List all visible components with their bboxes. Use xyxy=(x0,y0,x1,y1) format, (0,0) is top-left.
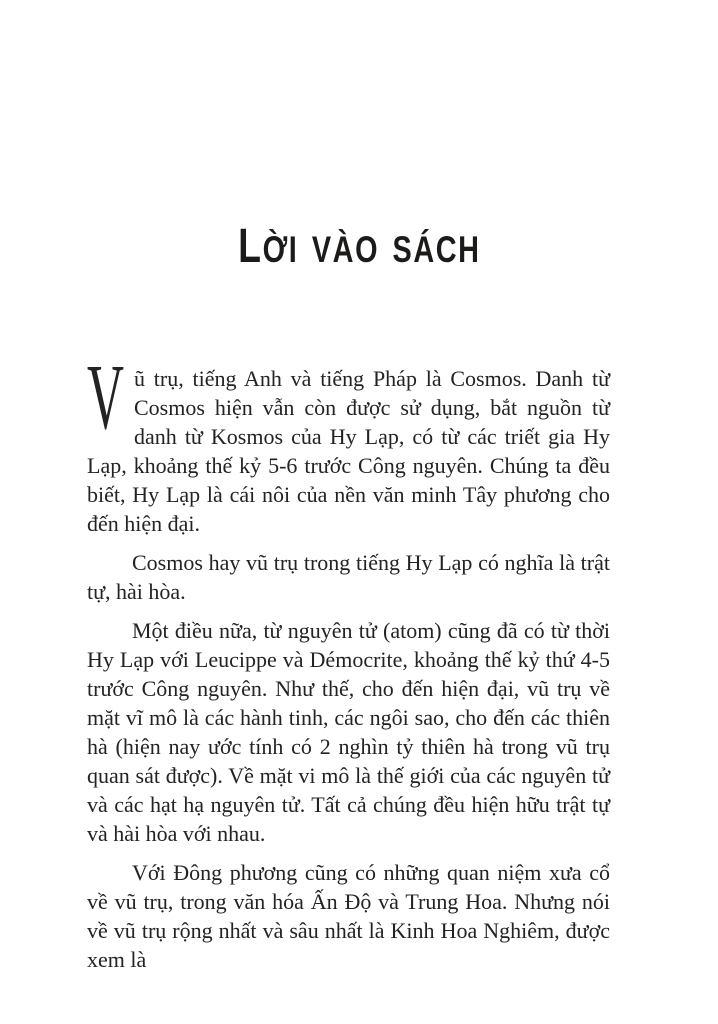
body-text-block xyxy=(87,346,610,984)
paragraph-1-text: ũ trụ, tiếng Anh và tiếng Pháp là Cosmos. Danh từ Cosmos hiện vẫn còn được sử dụng, bắt nguồn từ danh từ Kosmos của Hy Lạp, có từ các triết gia Hy Lạp, khoảng thế kỷ 5-6 trước Công nguyên. Chúng ta đều biết, Hy Lạp là cái nôi của nền văn minh Tây phương cho đến hiện đại. xyxy=(87,366,610,536)
paragraph-3: Một điều nữa, từ nguyên tử (atom) cũng đã có từ thời Hy Lạp với Leucippe và Démocrite, khoảng thế kỷ thứ 4-5 trước Công nguyên. Như thế, cho đến hiện đại, vũ trụ về mặt vĩ mô là các hành tinh, các ngôi sao, cho đến các thiên hà (hiện nay ước tính có 2 nghìn tỷ thiên hà trong vũ trụ quan sát được). Về mặt vi mô là thế giới của các nguyên tử và các hạt hạ nguyên tử. Tất cả chúng đều hiện hữu trật tự và hài hòa với nhau. xyxy=(87,618,610,846)
chapter-title-first-letter: L xyxy=(237,220,263,273)
chapter-title xyxy=(0,220,718,273)
paragraph-2: Cosmos hay vũ trụ trong tiếng Hy Lạp có nghĩa là trật tự, hài hòa. xyxy=(87,550,610,604)
drop-cap xyxy=(87,346,125,449)
drop-cap-letter: V xyxy=(87,346,124,449)
paragraph-1 xyxy=(87,346,610,538)
chapter-title-text xyxy=(237,220,481,273)
chapter-title-rest: ỜI VÀO SÁCH xyxy=(262,229,481,270)
paragraph-4: Với Đông phương cũng có những quan niệm xưa cổ về vũ trụ, trong văn hóa Ấn Độ và Trung Hoa. Nhưng nói về vũ trụ rộng nhất và sâu nhất là Kinh Hoa Nghiêm, được xem là xyxy=(87,860,610,972)
